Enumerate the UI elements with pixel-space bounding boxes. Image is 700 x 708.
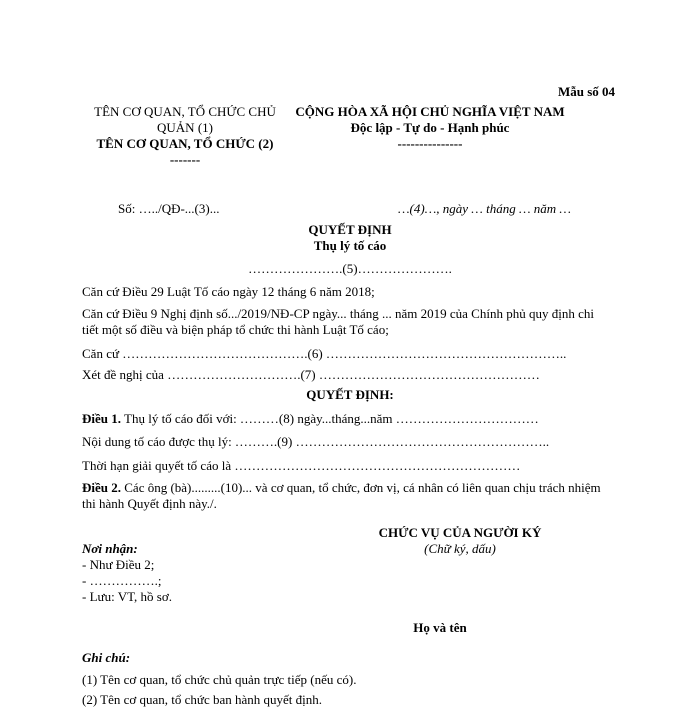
recipient-item: - …………….; [82,573,162,588]
article-1 [82,411,539,427]
deadline-line: Thời hạn giải quyết tố cáo là ………………………………………………………… [82,458,521,473]
article-1-label: Điều 1. [82,411,121,426]
note-item: (1) Tên cơ quan, tổ chức chủ quản trực tiếp (nếu có). [82,672,357,687]
article-1-text: Thụ lý tố cáo đối với: ………(8) ngày...tháng...năm …………………………… [121,411,539,426]
basis-other: Căn cứ …………………………………….(6) ……………………………………………….. [82,346,567,361]
parent-agency: TÊN CƠ QUAN, TỔ CHỨC CHỦ QUẢN (1) [94,104,276,135]
signer-title: CHỨC VỤ CỦA NGƯỜI KÝ [378,525,542,540]
signer-note: (Chữ ký, dấu) [424,541,496,556]
article-2 [82,480,612,512]
basis-proposal: Xét đề nghị của ………………………….(7) …………………………………………… [82,367,540,382]
decision-heading: QUYẾT ĐỊNH: [306,387,394,402]
left-divider: ------- [169,152,201,167]
content-line: Nội dung tố cáo được thụ lý: ……….(9) ………………………………………………….. [82,434,550,449]
issuing-agency: TÊN CƠ QUAN, TỔ CHỨC (2) [96,136,274,151]
document-date: …(4)…, ngày … tháng … năm … [398,201,571,216]
recipient-item: - Như Điều 2; [82,557,155,572]
basis-law: Căn cứ Điều 29 Luật Tố cáo ngày 12 tháng 6 năm 2018; [82,284,375,299]
basis-decree: Căn cứ Điều 9 Nghị định số.../2019/NĐ-CP ngày... tháng ... năm 2019 của Chính phủ quy định chi tiết một số điều và biện pháp tổ chức thi hành Luật Tố cáo; [82,306,594,337]
national-motto: Độc lập - Tự do - Hạnh phúc [350,120,510,135]
document-title: QUYẾT ĐỊNH [308,222,392,237]
article-2-text: Các ông (bà).........(10)... và cơ quan, tổ chức, đơn vị, cá nhân có liên quan chịu trách nhiệm thi hành Quyết định này./. [82,480,601,511]
document-number: Số: …../QĐ-...(3)... [118,201,220,216]
left-header [80,104,290,168]
nation-title: CỘNG HÒA XÃ HỘI CHỦ NGHĨA VIỆT NAM [295,104,565,119]
recipient-item: - Lưu: VT, hồ sơ. [82,589,172,604]
form-number: Mẫu số 04 [558,84,616,99]
document-subtitle: Thụ lý tố cáo [313,238,387,253]
recipients-heading: Nơi nhận: [82,541,138,556]
note-item: (2) Tên cơ quan, tổ chức ban hành quyết định. [82,692,323,707]
notes-heading: Ghi chú: [82,650,131,665]
right-header [275,104,585,152]
subject-line: ………………….(5)…………………. [248,261,452,276]
article-2-label: Điều 2. [82,480,121,495]
right-divider: --------------- [397,136,463,151]
signer-name: Họ và tên [413,620,467,635]
